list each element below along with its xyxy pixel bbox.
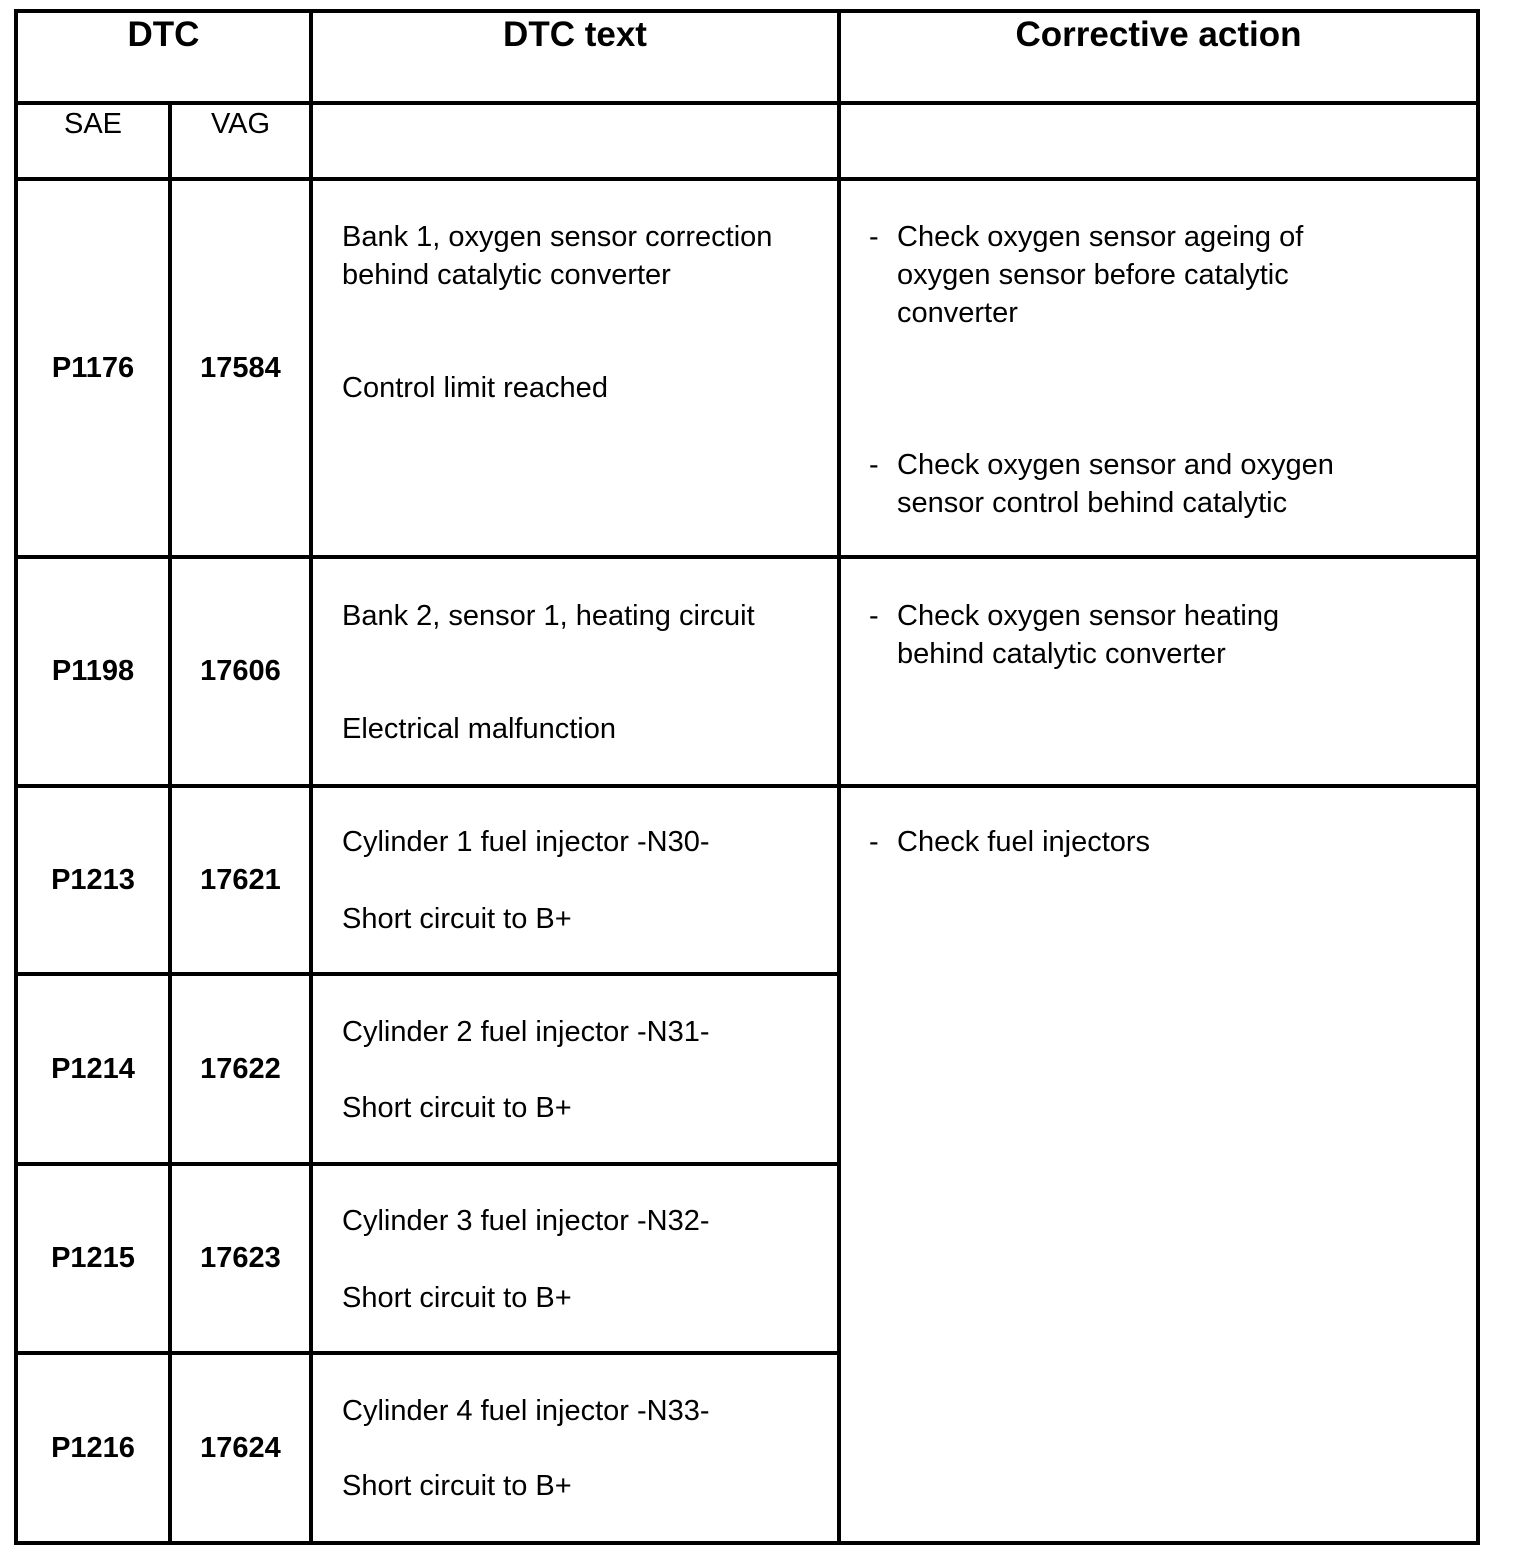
injectors-action: - Check fuel injectors: [869, 823, 1150, 861]
table-rule-row3: [14, 972, 840, 976]
table-rule-row4: [14, 1162, 840, 1166]
row4-vag-code: 17622: [200, 1053, 281, 1085]
row2-action: - Check oxygen sensor heating behind catalytic converter: [869, 597, 1279, 673]
table-border-bottom: [14, 1541, 1480, 1545]
table-border-left: [14, 9, 18, 1545]
table-rule-row5: [14, 1351, 840, 1355]
row3-sae-code: P1213: [51, 864, 135, 896]
row2-vag-code: 17606: [200, 655, 281, 687]
subheader-vag: VAG: [210, 108, 271, 140]
table-border-right: [1476, 9, 1480, 1545]
row1-vag-code: 17584: [200, 352, 281, 384]
table-rule-sae-vag: [168, 101, 172, 1545]
table-rule-row2: [14, 784, 1480, 788]
row2-sae-code: P1198: [51, 655, 135, 687]
row1-sae-code: P1176: [51, 352, 135, 384]
row6-vag-code: 17624: [200, 1432, 281, 1464]
subheader-sae: SAE: [63, 108, 123, 140]
row4-text-line1: Cylinder 2 fuel injector -N31-: [342, 1016, 710, 1048]
row5-text-line1: Cylinder 3 fuel injector -N32-: [342, 1205, 710, 1237]
row1-text-line2: behind catalytic converter: [342, 259, 671, 291]
row2-text-line1: Bank 2, sensor 1, heating circuit: [342, 600, 755, 632]
row5-text-line2: Short circuit to B+: [342, 1282, 572, 1314]
row4-text-line2: Short circuit to B+: [342, 1092, 572, 1124]
row5-vag-code: 17623: [200, 1242, 281, 1274]
table-rule-action: [837, 9, 841, 1545]
row3-vag-code: 17621: [200, 864, 281, 896]
row1-action-a: - Check oxygen sensor ageing of oxygen sensor before catalytic converter: [869, 218, 1303, 332]
row3-text-line1: Cylinder 1 fuel injector -N30-: [342, 826, 710, 858]
row1-text-line1: Bank 1, oxygen sensor correction: [342, 221, 773, 253]
row4-sae-code: P1214: [51, 1053, 135, 1085]
row6-text-line2: Short circuit to B+: [342, 1470, 572, 1502]
row1-text-line3: Control limit reached: [342, 372, 608, 404]
header-dtc-text: DTC text: [503, 15, 647, 54]
row2-text-line2: Electrical malfunction: [342, 713, 616, 745]
table-rule-subheader: [14, 177, 1480, 181]
row5-sae-code: P1215: [51, 1242, 135, 1274]
header-dtc: DTC: [127, 15, 200, 54]
table-rule-dtc-text: [309, 9, 313, 1545]
header-corrective-action: Corrective action: [1015, 15, 1302, 54]
row3-text-line2: Short circuit to B+: [342, 903, 572, 935]
row6-sae-code: P1216: [51, 1432, 135, 1464]
table-rule-row1: [14, 555, 1480, 559]
row1-action-b: - Check oxygen sensor and oxygen sensor control behind catalytic: [869, 446, 1334, 522]
row6-text-line1: Cylinder 4 fuel injector -N33-: [342, 1395, 710, 1427]
